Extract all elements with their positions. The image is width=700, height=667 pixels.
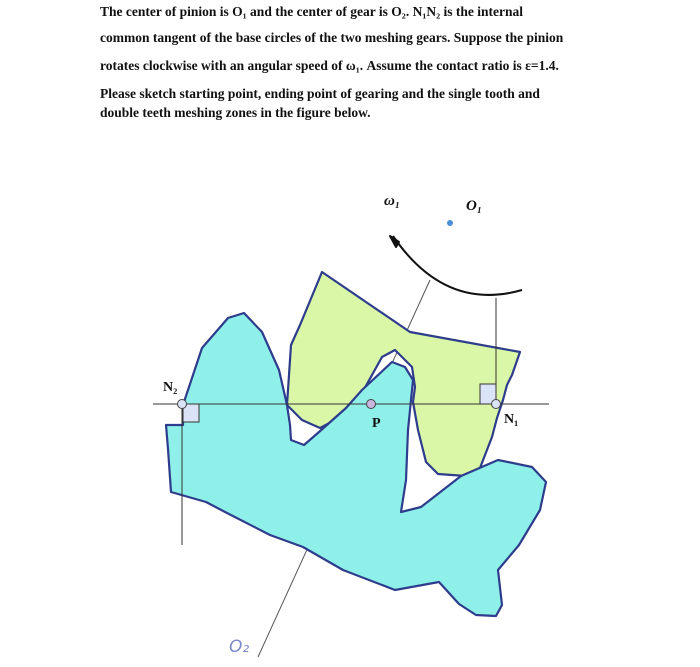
- rotation-arc: [393, 236, 522, 295]
- omega-label: ω₁: [384, 193, 401, 209]
- n1-point: [492, 400, 501, 409]
- n2-point: [178, 400, 187, 409]
- problem-line-4: Please sketch starting point, ending point of gearing and the single tooth and: [100, 86, 540, 101]
- problem-line-5: double teeth meshing zones in the figure below.: [100, 105, 371, 120]
- p-point: [367, 400, 376, 409]
- problem-line-2: common tangent of the base circles of the two meshing gears. Suppose the pinion: [100, 30, 564, 45]
- p-label: P: [372, 416, 381, 431]
- o1-center-dot: [447, 220, 453, 226]
- n2-label: N₂: [163, 380, 178, 395]
- problem-line-1: The center of pinion is O₁ and the center of gear is O₂. N₁N₂ is the internal: [100, 4, 524, 19]
- o2-label: O₂: [229, 637, 250, 657]
- problem-line-3: rotates clockwise with an angular speed of ω₁. Assume the contact ratio is ε=1.4.: [100, 58, 559, 73]
- o1-label: O₁: [466, 198, 483, 214]
- n1-label: N₁: [504, 412, 519, 427]
